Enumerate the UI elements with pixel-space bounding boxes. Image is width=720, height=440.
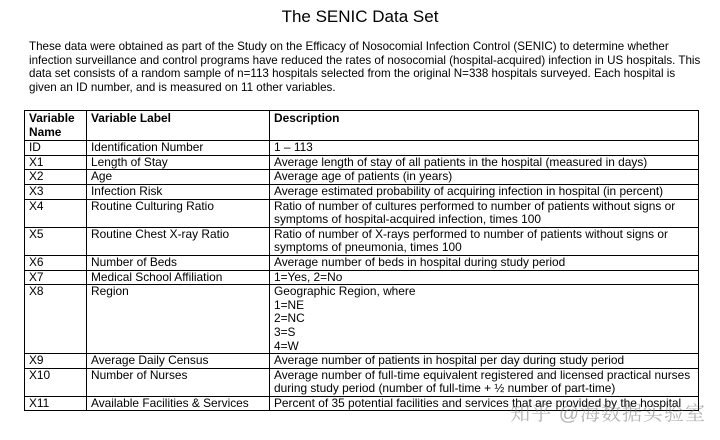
variables-table — [24, 110, 699, 411]
cell-variable-label: Identification Number — [87, 141, 270, 156]
header-variable-label: Variable Label — [87, 111, 270, 141]
description-line: Ratio of number of X-rays performed to number of patients without signs or symptoms of pneumonia, times 100 — [274, 226, 668, 255]
cell-variable-label: Region — [87, 285, 270, 354]
cell-description — [270, 170, 699, 185]
description-line: Average number of patients in hospital per day during study period — [274, 353, 625, 368]
description-line: Percent of 35 potential facilities and services that are provided by the hospital — [274, 395, 682, 410]
description-line: Ratio of number of cultures performed to number of patients without signs or symptoms of hospital-acquired infection, times 100 — [274, 198, 676, 227]
description-line: 4=W — [274, 338, 299, 353]
cell-description — [270, 285, 699, 354]
cell-variable-label: Available Facilities & Services — [87, 396, 270, 411]
cell-variable-label: Average Daily Census — [87, 354, 270, 369]
intro-paragraph: These data were obtained as part of the Study on the Efficacy of Nosocomial Infection Control (SENIC) to determine whether infection surveillance and control programs have reduced the rates of nosocomial (hospital-acquired) infection in US hospitals. This data set consists of a random sample of n=113 hospitals selected from the original N=338 hospitals surveyed. Each hospital is given an ID number, and is measured on 11 other variables. — [29, 40, 701, 94]
cell-description — [270, 354, 699, 369]
description-line: Geographic Region, where — [274, 284, 416, 299]
cell-description — [270, 141, 699, 156]
cell-variable-name: X8 — [25, 285, 87, 354]
description-line: 1 – 113 — [274, 140, 313, 155]
cell-variable-name: ID — [25, 141, 87, 156]
cell-variable-name: X4 — [25, 199, 87, 227]
cell-variable-label: Length of Stay — [87, 155, 270, 170]
cell-description — [270, 155, 699, 170]
header-description: Description — [270, 111, 699, 141]
cell-variable-name: X7 — [25, 270, 87, 285]
cell-variable-name: X2 — [25, 170, 87, 185]
table-row — [25, 170, 699, 185]
cell-variable-name: X6 — [25, 255, 87, 270]
cell-description — [270, 270, 699, 285]
description-line: Average number of full-time equivalent registered and licensed practical nurses during study period (number of full-time + ½ number of part-time) — [274, 367, 691, 396]
cell-variable-name: X11 — [25, 396, 87, 411]
page-title: The SENIC Data Set — [281, 7, 439, 26]
cell-variable-name: X10 — [25, 368, 87, 396]
description-line: 1=Yes, 2=No — [274, 269, 343, 284]
cell-variable-name: X9 — [25, 354, 87, 369]
table-row — [25, 155, 699, 170]
description-line: Average age of patients (in years) — [274, 169, 453, 184]
table-row — [25, 227, 699, 255]
table-row — [25, 255, 699, 270]
description-line: Average number of beds in hospital during study period — [274, 254, 566, 269]
cell-description — [270, 255, 699, 270]
cell-variable-name: X5 — [25, 227, 87, 255]
table-row — [25, 270, 699, 285]
cell-variable-label: Number of Nurses — [87, 368, 270, 396]
table-header-row — [25, 111, 699, 141]
cell-variable-label: Infection Risk — [87, 184, 270, 199]
table-row — [25, 285, 699, 354]
table-row — [25, 141, 699, 156]
description-line: 1=NE — [274, 297, 305, 312]
cell-description — [270, 184, 699, 199]
table-row — [25, 354, 699, 369]
cell-variable-label: Routine Culturing Ratio — [87, 199, 270, 227]
watermark: 知乎 @海数据实验室 — [510, 403, 706, 425]
description-line: 3=S — [274, 324, 296, 339]
cell-variable-label: Number of Beds — [87, 255, 270, 270]
cell-variable-label: Age — [87, 170, 270, 185]
description-line: Average estimated probability of acquiring infection in hospital (in percent) — [274, 183, 664, 198]
description-line: Average length of stay of all patients in the hospital (measured in days) — [274, 154, 648, 169]
cell-description — [270, 227, 699, 255]
cell-description — [270, 199, 699, 227]
description-line: 2=NC — [274, 311, 305, 326]
table-row — [25, 368, 699, 396]
table-row — [25, 184, 699, 199]
cell-variable-name: X1 — [25, 155, 87, 170]
cell-variable-label: Medical School Affiliation — [87, 270, 270, 285]
cell-variable-name: X3 — [25, 184, 87, 199]
header-variable-name: Variable Name — [25, 111, 87, 141]
cell-description — [270, 368, 699, 396]
cell-variable-label: Routine Chest X-ray Ratio — [87, 227, 270, 255]
table-row — [25, 199, 699, 227]
